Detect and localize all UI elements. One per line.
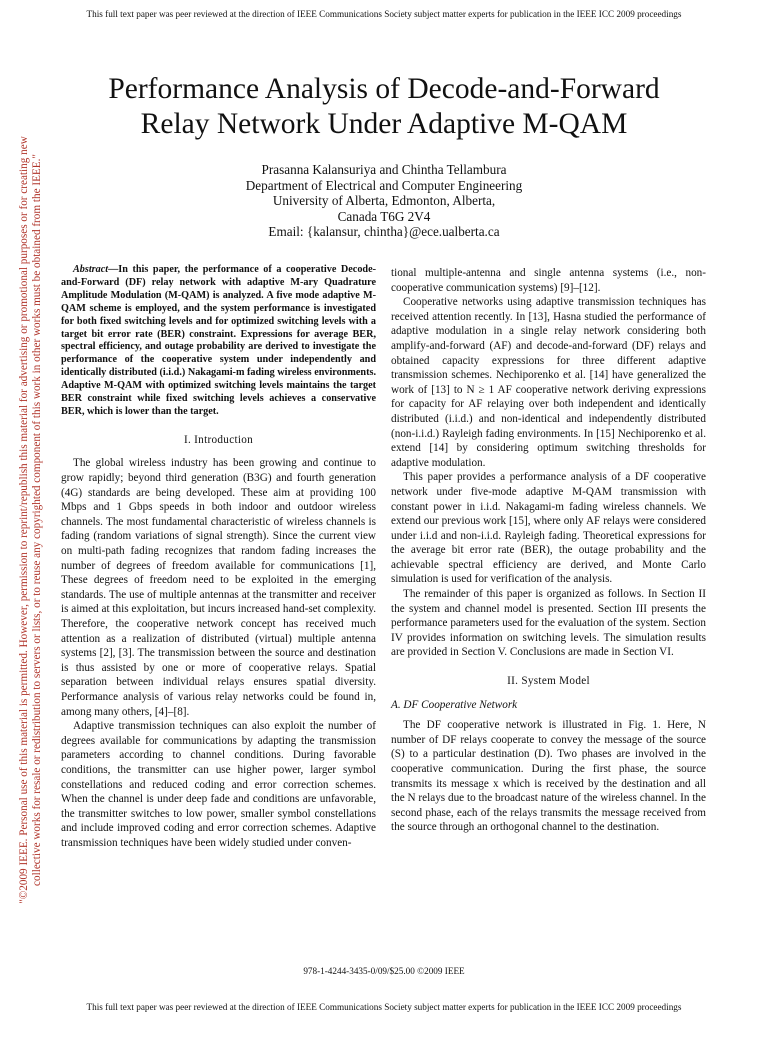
- introduction-paragraph-4: This paper provides a performance analysis of a DF cooperative network under five-mode adaptive M-QAM transmission with constant power in i.i.d. Nakagami-m fading wireless channels. We extend our previous work [15], where only AF relays were considered under i.i.d and non-i.i.d. Rayleigh fading. Theoretical expressions for the average bit error rate (BER), the outage probability and the achievable spectral efficiency are derived, and Monte Carlo simulation is used for verification of the analysis.: [391, 471, 706, 586]
- system-model-paragraph-1: The DF cooperative network is illustrated in Fig. 1. Here, N number of DF relays cooperate to convey the message of the source (S) to a particular destination (D). Two phases are involved in the cooperative communication. During the first phase, the source transmits its message x which is received by the destination and all the N relays due to the broadcast nature of the wireless channel. In the second phase, each of the relays transmits the message received from the source through an orthogonal channel to the destination.: [391, 719, 706, 834]
- introduction-paragraph-5: The remainder of this paper is organized as follows. In Section II the system and channel model is presented. Section III presents the performance parameters used for the evaluation of the system. Section IV provides information on switching levels. The simulation results are provided in Section V. Conclusions are made in Section VI.: [391, 588, 706, 659]
- df-network-subheading: A. DF Cooperative Network: [391, 698, 518, 711]
- abstract: [61, 264, 376, 419]
- author-block: [160, 162, 608, 240]
- introduction-paragraph-2: Adaptive transmission techniques can also exploit the number of degrees available for communications by adapting the transmission parameters according to channel conditions. During favorable conditions, the transmitter can use higher power, larger symbol constellations and reduced coding and error correction schemes. When the channel is under deep fade and conditions are unfavorable, the transmitter switches to low power, smaller symbol constellations and include improved coding and error correction schemes. Adaptive transmission techniques have been widely studied under conven-: [61, 720, 376, 849]
- author-email: Email: {kalansur, chintha}@ece.ualberta.ca: [268, 224, 500, 240]
- right-column: [391, 266, 706, 835]
- system-model-heading: II. System Model: [507, 675, 590, 688]
- title-line-2: Relay Network Under Adaptive M-QAM: [140, 108, 628, 140]
- title-line-1: Performance Analysis of Decode-and-Forward: [108, 73, 660, 105]
- abstract-dash: —: [108, 264, 119, 275]
- author-university: University of Alberta, Edmonton, Alberta,: [272, 193, 496, 209]
- author-names: Prasanna Kalansuriya and Chintha Tellambura: [261, 162, 507, 177]
- paper-title: [80, 72, 688, 142]
- copyright-side-note: [18, 0, 46, 1040]
- author-department: Department of Electrical and Computer Engineering: [245, 177, 523, 193]
- abstract-label: Abstract: [73, 264, 109, 275]
- side-note-line-2: collective works for resale or redistribution to servers or lists, or to reuse any copyrighted component of this work in other works must be obtained from the IEEE.": [31, 154, 43, 886]
- side-note-line-1: "©2009 IEEE. Personal use of this material is permitted. However, permission to reprint/republish this material for advertising or promotional purposes or for creating new: [18, 136, 30, 904]
- peer-review-footer-note: This full text paper was peer reviewed at the direction of IEEE Communications Society subject matter experts for publication in the IEEE ICC 2009 proceedings: [86, 1002, 682, 1012]
- introduction-paragraph-continued: tional multiple-antenna and single antenna systems (i.e., non-cooperative communication systems) [9]–[12].: [391, 267, 706, 294]
- peer-review-header-note: This full text paper was peer reviewed at the direction of IEEE Communications Society subject matter experts for publication in the IEEE ICC 2009 proceedings: [86, 9, 682, 19]
- introduction-heading: I. Introduction: [183, 433, 254, 446]
- copyright-line: 978-1-4244-3435-0/09/$25.00 ©2009 IEEE: [303, 966, 465, 976]
- left-column: [61, 264, 376, 851]
- introduction-paragraph-1: The global wireless industry has been growing and continue to grow rapidly; beyond third generation (B3G) and fourth generation (4G) standards are being developed. These aim at providing 100 Mbps and 1 Gbps speeds in both indoor and outdoor wireless channels. The most fundamental characteristic of wireless channels is fading (random variations of signal strength). Since the current view on multi-path fading recognizes that random fading increases the number of degrees of freedom available for communications [1], These degrees of freedom need to be exploited in the emerging standards. The use of multiple antennas at the transmitter and receiver is aimed at this exploitation, but incurs increased hand-set complexity. Therefore, the cooperative network concept has received much attention as a realization of distributed (virtual) multiple antenna systems [2], [3]. The transmission between the source and destination is thus assisted by one or more of cooperative relays. Spatial separation between individual relays ensures spatial diversity. Performance analysis of various relay networks could be found in, among many others, [4]–[8].: [61, 457, 376, 718]
- author-postal: Canada T6G 2V4: [337, 208, 431, 224]
- introduction-paragraph-3: Cooperative networks using adaptive transmission techniques has received attention recently. In [13], Hasna studied the performance of adaptive modulation in a single relay network considering both amplify-and-forward (AF) and decode-and-forward (DF) relays and obtained capacity expressions for three different adaptive transmission schemes. Nechiporenko et al. [14] have generalized the work of [13] to N ≥ 1 AF cooperative network deriving expressions for capacity for AF relaying over both independent and identically distributed (i.i.d.) and non-identical and independently distributed (non-i.i.d.) Rayleigh fading environments. In [15] Nechiporenko et al. extend [14] by considering optimum switching thresholds for adaptive modulation.: [391, 296, 706, 469]
- abstract-text: In this paper, the performance of a cooperative Decode-and-Forward (DF) relay network with adaptive M-ary Quadrature Amplitude Modulation (M-QAM) is analyzed. A five mode adaptive M-QAM scheme is employed, and the system performance is investigated for both fixed switching levels and for optimized switching levels with a target bit error rate (BER) constraint. Expressions for average BER, spectral efficiency, and outage probability are derived to investigate the performance of the cooperative system under independently and identically distributed (i.i.d.) Nakagami-m fading wireless environments. Adaptive M-QAM with optimized switching levels maintains the target BER constraint while fixed switching levels achieves a conservative BER, which is lower than the target.: [61, 264, 376, 417]
